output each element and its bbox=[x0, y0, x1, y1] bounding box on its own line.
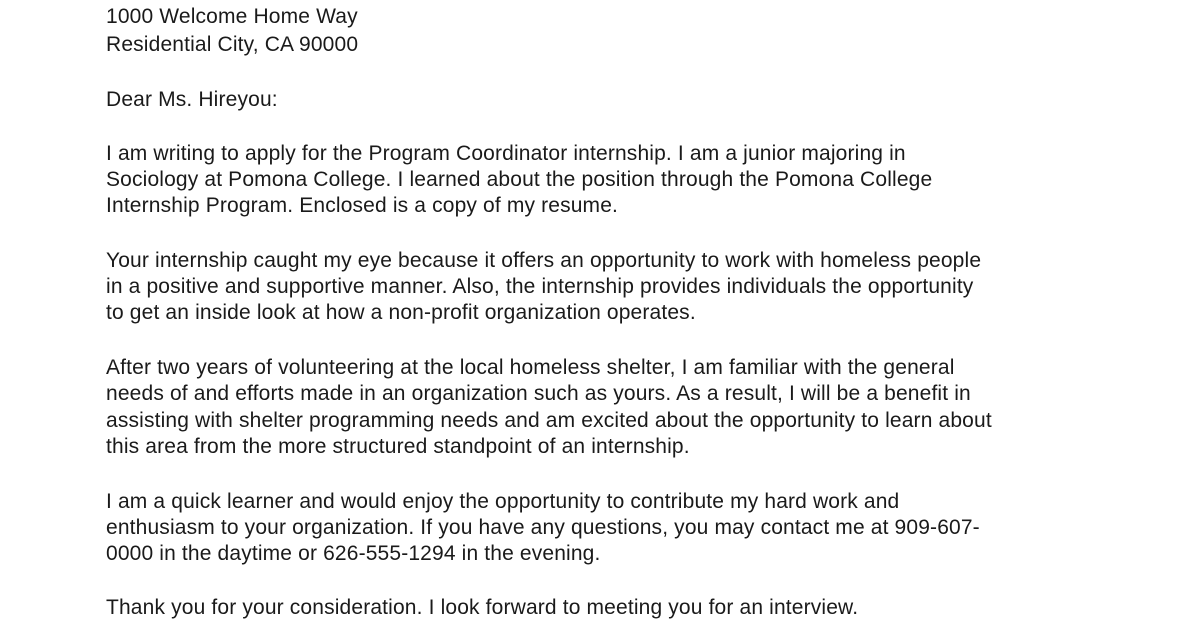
paragraph-line: to get an inside look at how a non-profit organization operates. bbox=[106, 301, 696, 324]
paragraph-line: I am writing to apply for the Program Coordinator internship. I am a junior majoring in bbox=[106, 142, 906, 165]
paragraph-line: I am a quick learner and would enjoy the opportunity to contribute my hard work and bbox=[106, 490, 900, 513]
paragraph-line: 0000 in the daytime or 626-555-1294 in the evening. bbox=[106, 542, 601, 565]
cover-letter-page bbox=[106, 0, 1166, 630]
paragraph-line: Your internship caught my eye because it offers an opportunity to work with homeless people bbox=[106, 249, 982, 272]
paragraph-line: enthusiasm to your organization. If you have any questions, you may contact me at 909-607- bbox=[106, 516, 980, 539]
salutation: Dear Ms. Hireyou: bbox=[106, 88, 278, 111]
paragraph-line: After two years of volunteering at the local homeless shelter, I am familiar with the general bbox=[106, 356, 955, 379]
paragraph-line: in a positive and supportive manner. Also, the internship provides individuals the opportunity bbox=[106, 275, 974, 298]
address-city-state-zip: Residential City, CA 90000 bbox=[106, 33, 359, 56]
paragraph-line: Sociology at Pomona College. I learned about the position through the Pomona College bbox=[106, 168, 933, 191]
address-street: 1000 Welcome Home Way bbox=[106, 5, 358, 28]
paragraph-line: assisting with shelter programming needs and am excited about the opportunity to learn about bbox=[106, 409, 992, 432]
paragraph-line: Internship Program. Enclosed is a copy of my resume. bbox=[106, 194, 619, 217]
paragraph-line: needs of and efforts made in an organization such as yours. As a result, I will be a benefit in bbox=[106, 382, 971, 405]
paragraph-line: this area from the more structured standpoint of an internship. bbox=[106, 435, 690, 458]
closing-line: Thank you for your consideration. I look forward to meeting you for an interview. bbox=[106, 596, 859, 619]
